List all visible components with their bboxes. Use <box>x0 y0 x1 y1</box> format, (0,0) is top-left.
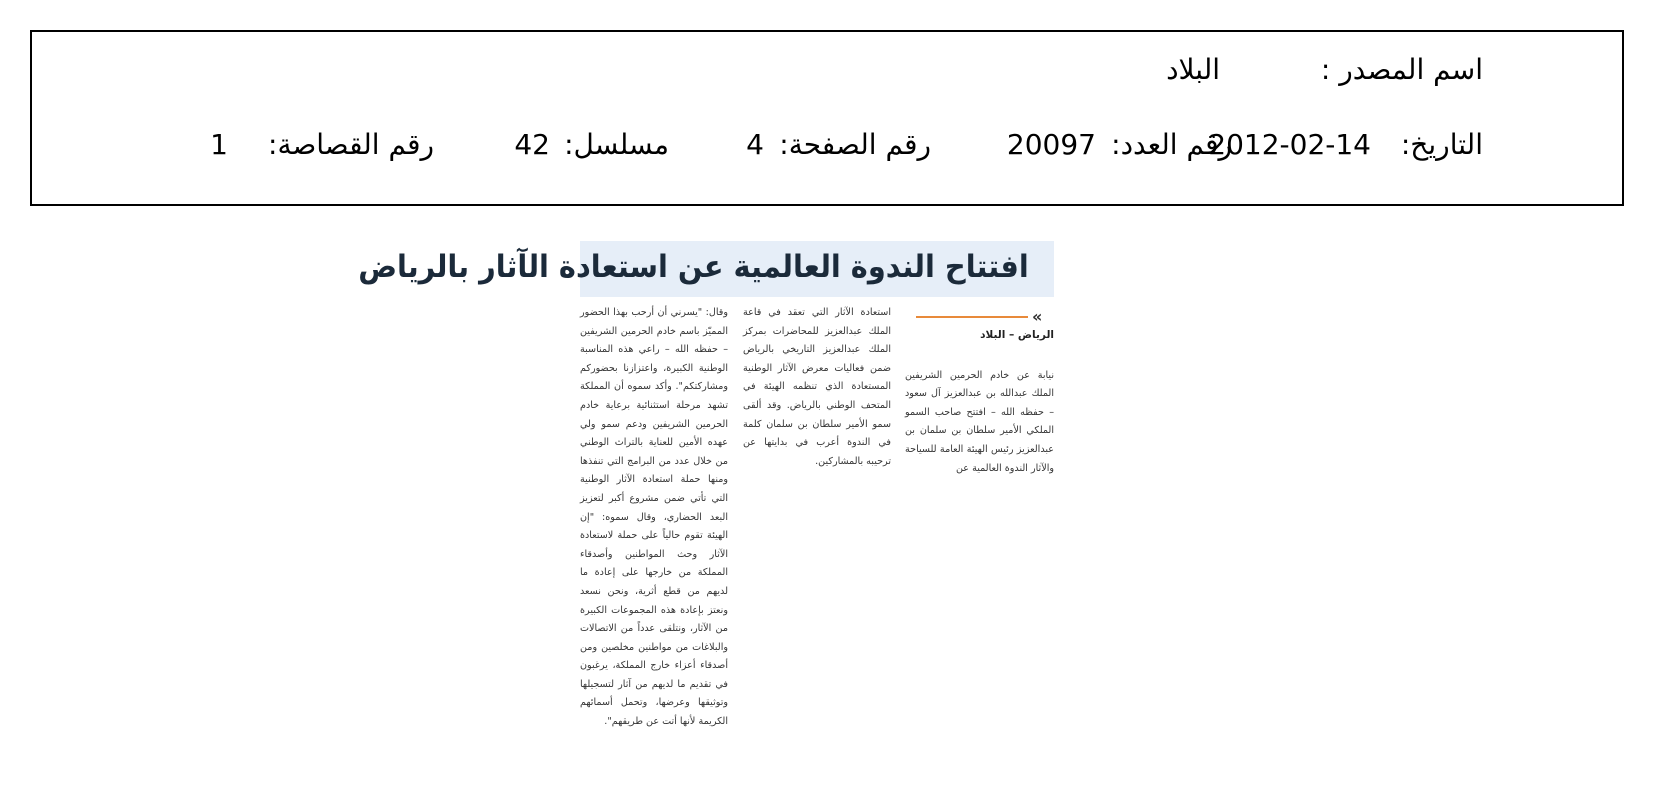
serial-value: 42 <box>514 128 550 161</box>
column-left-text: وقال: "يسرني أن أرحب بهذا الحضور المميّز باسم خادم الحرمين الشريفين – حفظه الله – راعي هذه المناسبة الوطنية الكبيرة، واعتزازنا بحضوركم ومشاركتكم". وأكد سموه أن المملكة تشهد مرحلة استثنائية برعاية خادم الحرمين الشريفين ودعم سمو ولي عهده الأمين للعناية بالتراث الوطني من خلال عدد من البرامج التي تنفذها ومنها حملة استعادة الآثار الوطنية التي تأتي ضمن مشروع أكبر لتعزيز البعد الحضاري، وقال سموه: "إن الهيئة تقوم حالياً على حملة لاستعادة الآثار وحث المواطنين وأصدقاء المملكة من خارجها على إعادة ما لديهم من قطع أثرية، ونحن نسعد ونعتز بإعادة هذه المجموعات الكبيرة من الآثار، ونتلقى عدداً من الاتصالات والبلاغات من مواطنين مخلصين ومن أصدقاء أعزاء خارج المملكة، يرغبون في تقديم ما لديهم من آثار لتسجيلها وتوثيقها وعرضها، وتحمل أسمائهم الكريمة لأنها أتت عن طريقهم". <box>580 307 728 728</box>
quote-icon: « <box>1032 307 1043 326</box>
headline-bar <box>358 241 1054 297</box>
article-column-middle <box>743 304 891 471</box>
date-label: التاريخ: <box>1400 128 1483 161</box>
source-label: اسم المصدر : <box>1320 53 1483 86</box>
serial-label: مسلسل: <box>564 128 669 161</box>
issue-value: 20097 <box>1006 128 1096 161</box>
column-right-text: نيابة عن خادم الحرمين الشريفين الملك عبدالله بن عبدالعزيز آل سعود – حفظه الله – افتتح صاحب السمو الملكي الأمير سلطان بن سلمان بن عبدالعزيز رئيس الهيئة العامة للسياحة والآثار الندوة العالمية عن <box>905 369 1054 474</box>
page-label: رقم الصفحة: <box>779 128 931 161</box>
clip-value: 1 <box>210 128 228 161</box>
clip-label: رقم القصاصة: <box>268 128 434 161</box>
page-value: 4 <box>746 128 764 161</box>
accent-divider <box>916 316 1028 318</box>
date-value: 2012-02-14 <box>1208 128 1371 161</box>
article-byline: الرياض – البلاد <box>980 329 1054 341</box>
source-value: البلاد <box>1166 53 1220 86</box>
issue-label: رقم العدد: <box>1111 128 1232 161</box>
column-middle-text: استعادة الآثار التي تعقد في قاعة الملك عبدالعزيز للمحاضرات بمركز الملك عبدالعزيز التاريخي بالرياض ضمن فعاليات معرض الآثار الوطنية المستعادة الذي تنظمه الهيئة في المتحف الوطني بالرياض. وقد ألقى سمو الأمير سلطان بن سلمان كلمة في الندوة أعرب في بدايتها عن ترحيبه بالمشاركين. <box>743 307 891 467</box>
newspaper-clipping <box>358 241 1054 749</box>
article-column-left <box>580 304 728 732</box>
article-column-right <box>905 357 1054 488</box>
article-headline: افتتاح الندوة العالمية عن استعادة الآثار بالرياض <box>358 249 1029 285</box>
